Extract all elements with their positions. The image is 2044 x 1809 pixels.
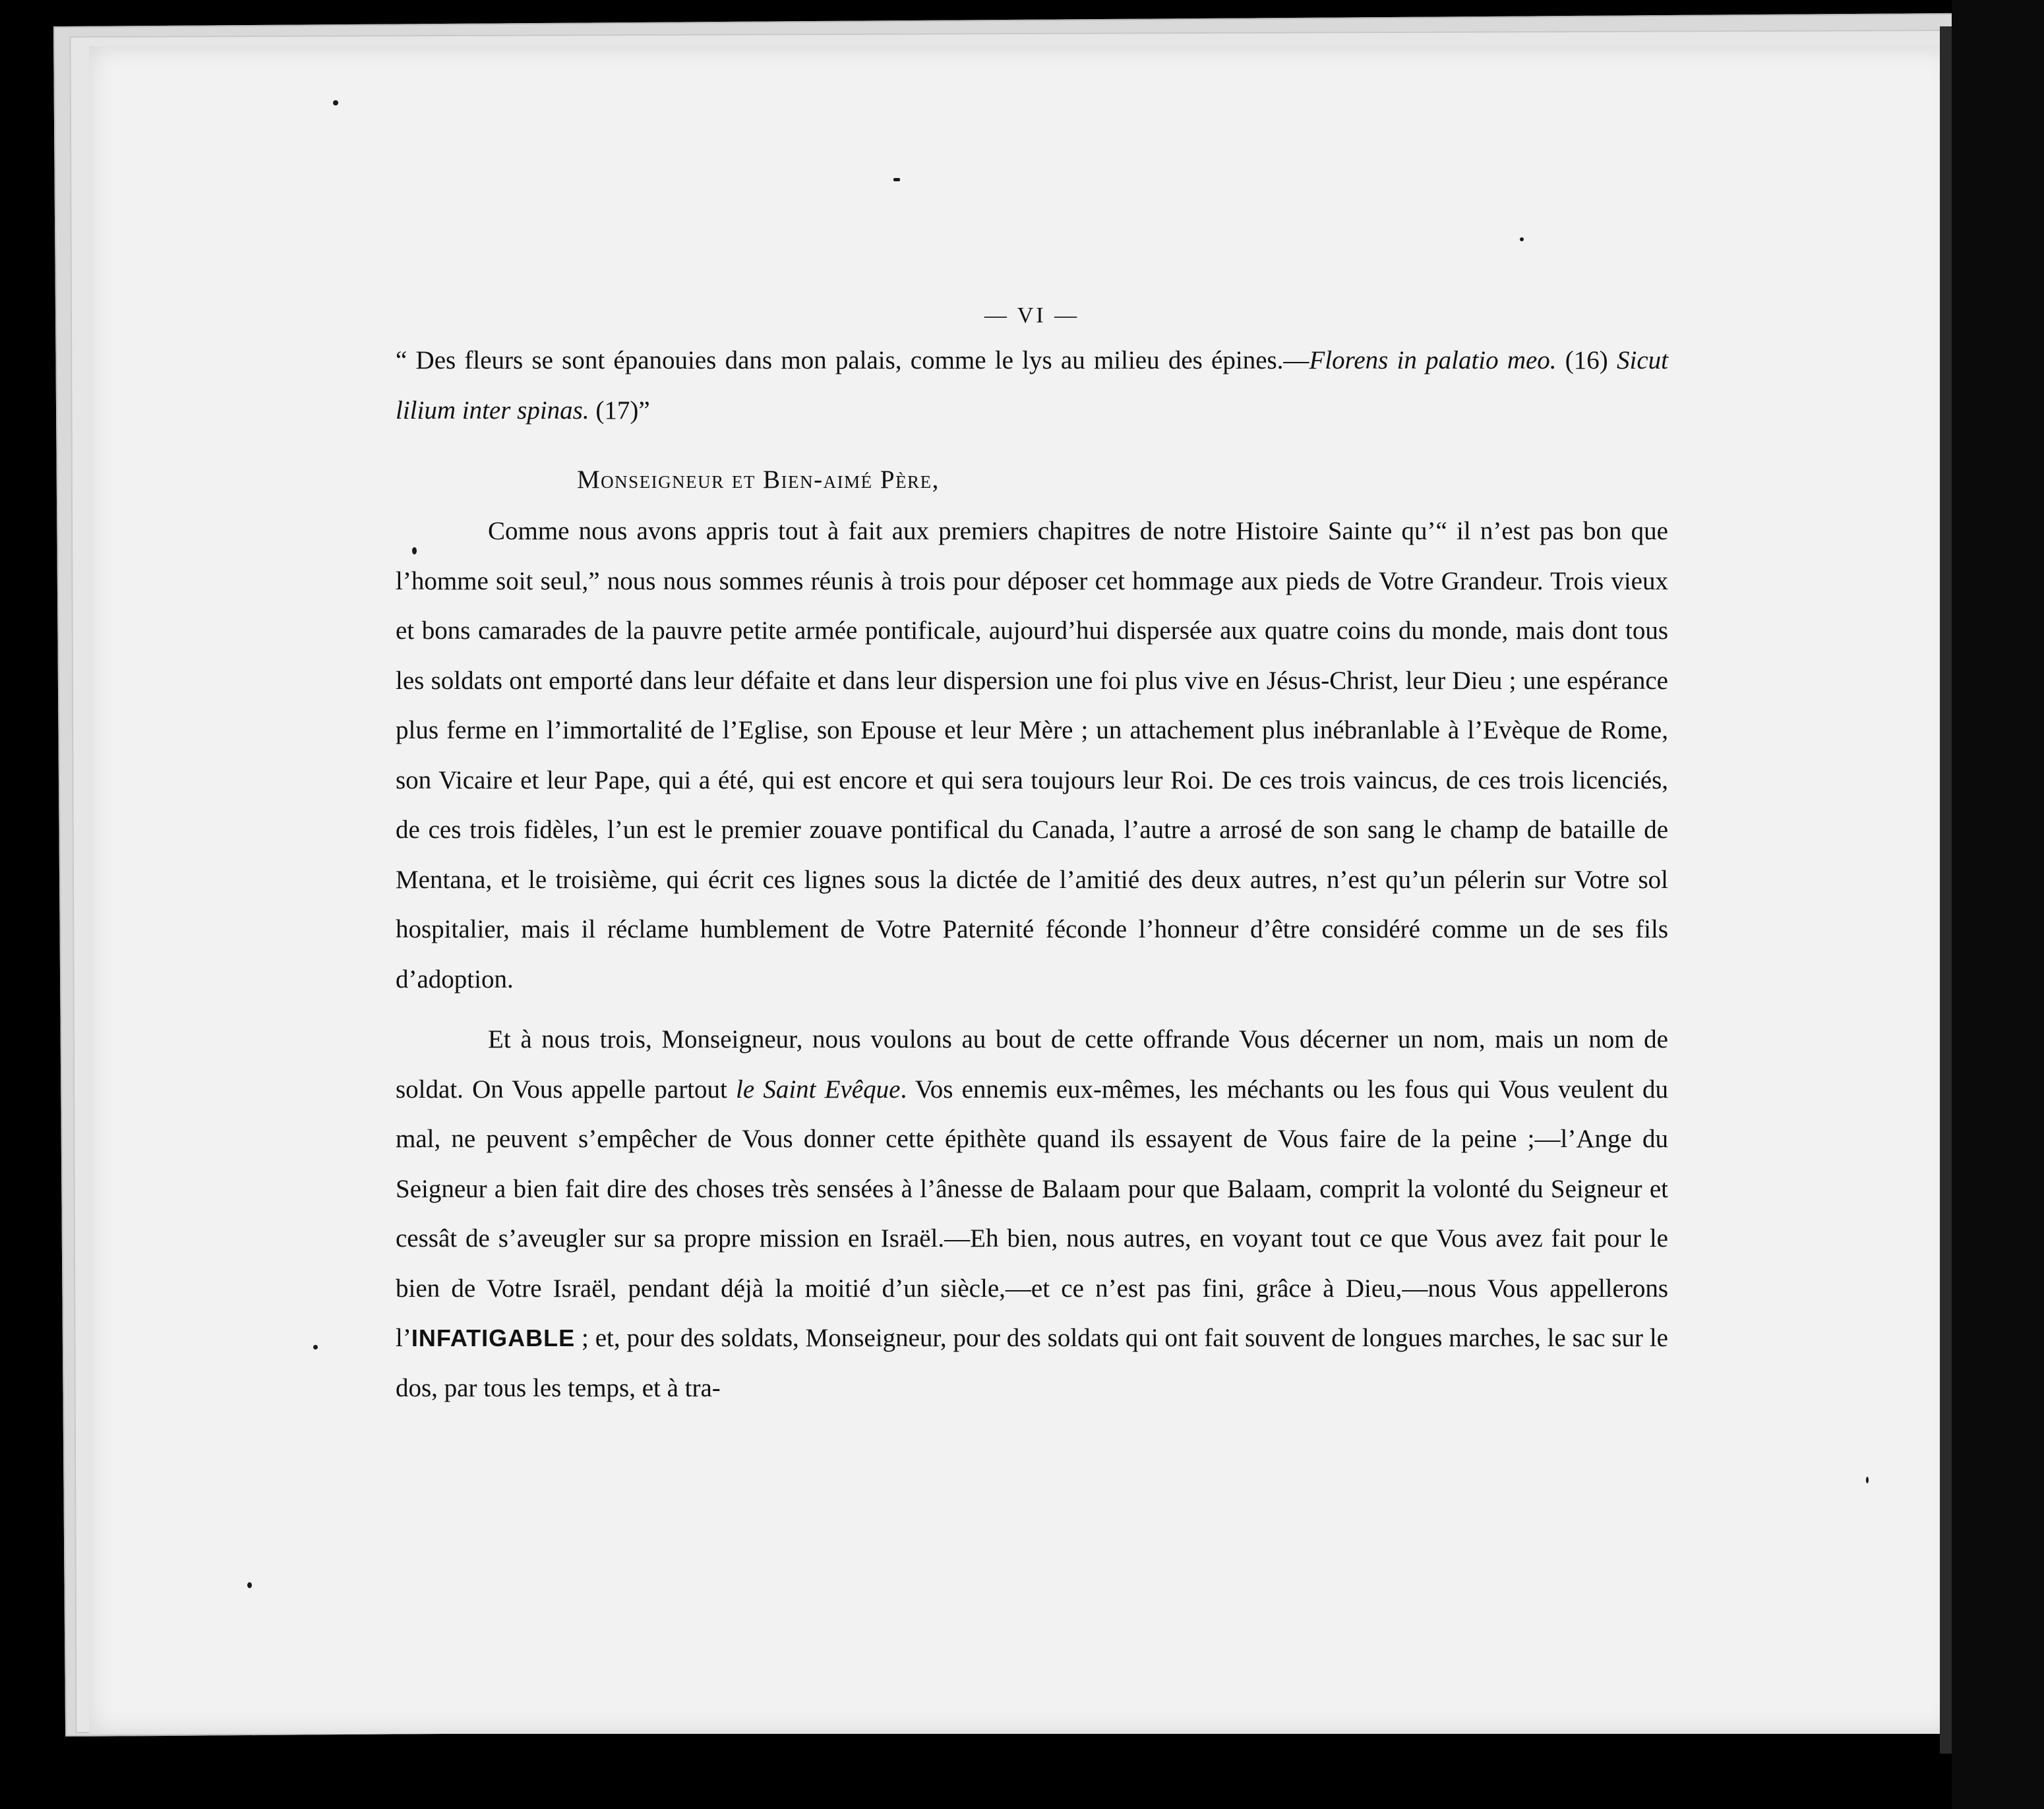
epigraph [396, 336, 1668, 435]
scan-speck [313, 1345, 318, 1349]
paragraph-2-part-3: ; et, pour des soldats, Monseigneur, pour des soldats qui ont fait souvent de longues marches, le sac sur le dos, par tous les temps, et à tra- [396, 1324, 1668, 1402]
scan-speck [333, 100, 338, 105]
scan-speck [1520, 237, 1524, 241]
epigraph-close-quote: ” [638, 396, 650, 425]
paragraph-2 [396, 1015, 1668, 1413]
salutation: Monseigneur et Bien-aimé Père, [577, 465, 940, 494]
epigraph-latin-second: Sicut lilium inter spinas. [396, 346, 1668, 425]
page-text [396, 300, 1668, 1413]
paragraph-2-title: INFATIGABLE [411, 1324, 576, 1351]
page-number: — VI — [984, 303, 1080, 328]
paragraph-2-part-1: Et à nous trois, Monseigneur, nous voulons au bout de cette offrande Vous décerner un nom, mais un nom de soldat. On Vous appelle partout [396, 1025, 1668, 1104]
paragraph-2-part-2: . Vos ennemis eux-mêmes, les méchants ou les fous qui Vous veulent du mal, ne peuvent s’empêcher de Vous donner cette épithète quand ils essayent de Vous faire de la peine ;—l’Ange du Seigneur a bien fait dire des choses très sensées à l’ânesse de Balaam pour que Balaam, comprit la volonté du Seigneur et cessât de s’aveugler sur sa propre mission en Israël.—Eh bien, nous autres, en voyant tout ce que Vous avez fait pour le bien de Votre Israël, pendant déjà la moitié d’un siècle,—et ce n’est pas fini, grâce à Dieu,—nous Vous appellerons l’ [396, 1075, 1668, 1352]
paragraph-1: Comme nous avons appris tout à fait aux premiers chapitres de notre Histoire Sainte qu’“ il n’est pas bon que l’homme soit seul,” nous nous sommes réunis à trois pour déposer cet hommage aux pieds de Votre Grandeur. Trois vieux et bons camarades de la pauvre petite armée pontificale, aujourd’hui dispersée aux quatre coins du monde, mais dont tous les soldats ont emporté dans leur défaite et dans leur dispersion une foi plus vive en Jésus-Christ, leur Dieu ; une espérance plus ferme en l’immortalité de l’Eglise, son Epouse et leur Mère ; un attachement plus inébranlable à l’Evèque de Rome, son Vicaire et leur Pape, qui a été, qui est encore et qui sera toujours leur Roi. De ces trois vaincus, de ces trois licenciés, de ces trois fidèles, l’un est le premier zouave pontifical du Canada, l’autre a arrosé de son sang le champ de bataille de Mentana, et le troisième, qui écrit ces lignes sous la dictée de l’amitié des deux autres, n’est qu’un pélerin sur Votre sol hospitalier, mais il réclame humblement de Votre Paternité féconde l’honneur d’être considéré comme un de ses fils d’adoption. [396, 517, 1668, 993]
scan-right-border [1952, 0, 2044, 1809]
epigraph-reference-second: (17) [595, 396, 639, 425]
binding-shadow [1940, 26, 1952, 1754]
scan-speck [1866, 1477, 1869, 1483]
epigraph-reference: (16) [1565, 346, 1608, 374]
epigraph-text: “ Des fleurs se sont épanouies dans mon palais, comme le lys au milieu des épines.— [396, 346, 1309, 374]
scan-speck [247, 1582, 252, 1588]
scan-speck [893, 178, 900, 181]
epigraph-latin: Florens in palatio meo. [1309, 346, 1557, 374]
paragraph-2-emphasis: le Saint Evêque [736, 1075, 901, 1104]
